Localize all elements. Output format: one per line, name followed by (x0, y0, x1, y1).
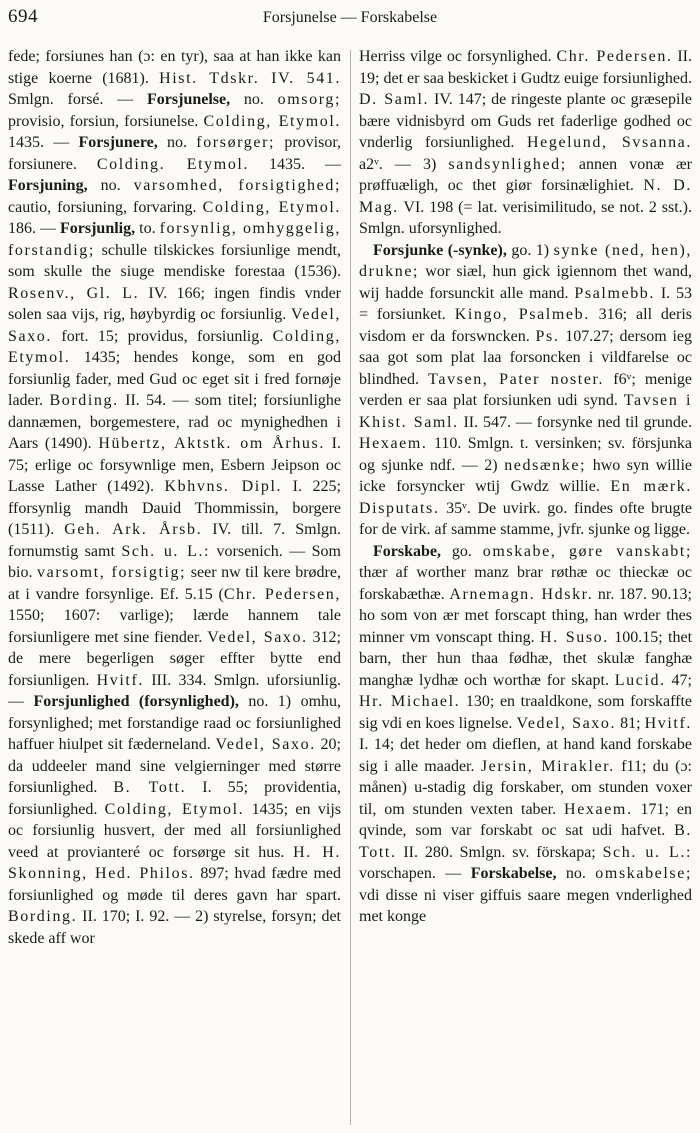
spaced-text: Sch. u. L.: (602, 843, 692, 861)
headword: Forsjunlighed (forsynlighed), (33, 693, 239, 710)
spaced-text: Colding, Etymol. (203, 112, 341, 130)
spaced-text: Bording. (49, 392, 119, 409)
spaced-text: En mærk. Disputats. (359, 478, 692, 517)
spaced-text: omskabelse; (595, 865, 692, 882)
headword: Forsjunlig, (60, 220, 136, 237)
spaced-text: Colding, Etymol. (202, 198, 341, 216)
entry-text: go. 1) (506, 241, 554, 259)
spaced-text: Colding, Etymol. (8, 327, 341, 366)
entry-text: no. (230, 91, 278, 108)
entry-text: no. (556, 865, 596, 882)
spaced-text: Colding. Etymol. (96, 155, 250, 173)
entry-text: to. (135, 220, 160, 237)
spaced-text: Bording. (8, 908, 78, 925)
spaced-text: forsynlig, omhyggelig, forstandig; (8, 220, 341, 259)
entry-text: I. 75; erlige oc forsywnlige men, Esbern Jeipson oc Lasse Lather (1492). (8, 435, 341, 495)
spaced-text: Vedel, Saxo. (207, 628, 308, 646)
entry-text: 107.27; dersom ieg saa got som plat laa forsoncken i vildfarelse oc blindhed. (359, 327, 692, 388)
spaced-text: B. Tott. (113, 779, 187, 796)
entry-text: I. 55; providentia, forsiunlighed. (8, 779, 341, 818)
entry-text: 20; da uddeeler mand sine velgierninger med større forsiunlighed. (8, 736, 341, 796)
entry-text: 1435; hendes konge, som en god forsiunlig fader, med Gud oc eget sit i fred fornøje lader. (8, 349, 341, 409)
dictionary-entry (359, 46, 692, 240)
entry-text: annen vonæ ær prøffuæligh, oc thet giør forsinælighiet. (359, 155, 692, 194)
spaced-text: Arnemagn. Hdskr. (449, 585, 594, 603)
spaced-text: Hegelund, Svsanna. (526, 134, 692, 151)
spaced-text: Rosenv., Gl. L. (8, 284, 140, 302)
entry-text: f11; du (ɔ: månen) u-stadig dig forskaber, om stunden voxer til, om stunden vexten taber. (359, 757, 692, 818)
spaced-text: Ps. (535, 327, 560, 345)
entry-text: 100.15; thet barn, ther hun thaa fødhæ, thet skulæ fanghæ manghæ lydhæ och worthæ for skapt. (359, 628, 692, 689)
spaced-text: varsomt, forsigtig; (37, 564, 187, 581)
spaced-text: Hvitf. (96, 671, 144, 689)
spaced-text: nedsænke; (504, 456, 587, 474)
entry-text: 110. Smlgn. t. versinken; sv. försjunka og sjunke ndf. — 2) (359, 435, 692, 474)
entry-text: fort. 15; providus, forsiunlig. (52, 327, 273, 345)
entry-text: fede; forsiunes han (ɔ: en tyr), saa at han ikke kan stige koerne (1681). (8, 48, 341, 87)
right-column (359, 46, 692, 1128)
entry-text: II. 54. — som titel; forsiunlighe dannæmen, borgemestere, rad oc mynighedhen i Aars (1490). (8, 392, 341, 452)
running-title: Forsjunelse — Forskabelse (262, 9, 438, 26)
page-header (8, 6, 692, 32)
spaced-text: Hvitf. (644, 714, 692, 732)
entry-text: 897; hvad fædre med forsiunlighed og møde til deres gavn har spart. (8, 865, 341, 904)
entry-text: II. 19; det er saa beskicket i Gudtz euige forsiunlighed. (359, 48, 692, 87)
spaced-text: forsørger; (196, 134, 276, 151)
entry-text: II. 547. — forsynke ned til grunde. (458, 413, 692, 431)
spaced-text: Hübertz, Aktstk. om Århus. (98, 435, 325, 452)
spaced-text: Tavsen i Khist. Saml. (359, 392, 692, 431)
spaced-text: Hr. Michael. (359, 693, 461, 710)
entry-text: VI. 198 (= lat. verisimilitudo, se not. 2 sst.). Smlgn. uforsynlighed. (359, 198, 692, 237)
dictionary-entry (8, 46, 341, 949)
dictionary-entry (359, 541, 692, 928)
entry-text: Herriss vilge oc forsynlighed. (359, 48, 557, 65)
entry-text: no. (87, 177, 134, 194)
headword: Forskabelse, (470, 865, 557, 882)
spaced-text: Hexaem. (359, 435, 428, 452)
text-columns (8, 46, 692, 1128)
spaced-text: omsorg; (277, 91, 341, 108)
entry-text: vorschapen. — (359, 865, 471, 882)
entry-text: nr. 187. 90.13; ho som von ær met forscapt thing, han wrder thes minner vm vonscapt thing. (359, 585, 692, 646)
entry-text: 35ᵛ. De uvirk. go. findes ofte brugte for de virk. af samme stamme, jvfr. sjunke og ligge. (359, 499, 692, 538)
entry-text: 81; (616, 714, 645, 732)
entry-text: II. 280. Smlgn. sv. förskapa; (396, 843, 603, 861)
entry-text: vorsenich. — Som bio. (8, 542, 341, 581)
headword: Forsjunelse, (147, 91, 231, 108)
spaced-text: Chr. Pedersen. (556, 48, 673, 65)
spaced-text: H. H. Skonning, Hed. Philos. (8, 843, 341, 882)
entry-text: 1435. — (249, 155, 341, 173)
entry-text: schulle tilskickes forsiunlige mendt, som skulle the siuge mendiske forestaa (1536). (8, 241, 341, 280)
entry-text: seer nw til kere brødre, at i vandre forsynlige. Ef. 5.15 ( (8, 564, 341, 603)
spaced-text: omskabe, gøre vanskabt; (482, 542, 692, 560)
entry-text: I. 14; det heder om dieflen, at hand kand forskabe sig i alle maader. (359, 736, 692, 775)
entry-text: no. (157, 134, 197, 151)
entry-text: cautio, forsiuning, forvaring. (8, 198, 203, 216)
spaced-text: Kbhvns. Dipl. (164, 478, 283, 495)
entry-text: II. 170; I. 92. — 2) styrelse, forsyn; det skede aff wor (8, 908, 341, 947)
entry-text: 1435. — (8, 134, 79, 151)
headword: Forsjuning, (8, 177, 88, 194)
entry-text: hwo syn willie icke forsyncker wtij Gwdz willie. (359, 456, 692, 495)
spaced-text: Sch. u. L.: (121, 542, 211, 560)
entry-text: 312; de mere begerligen søger effter bytte end forsiunligen. (8, 628, 341, 689)
entry-text: provisio, forsiun, forsiunelse. (8, 112, 204, 130)
spaced-text: Vedel, Saxo. (516, 714, 617, 732)
entry-text: III. 334. Smlgn. uforsiunlig. — (8, 671, 341, 710)
spaced-text: varsomhed, forsigtighed; (133, 177, 341, 194)
spaced-text: Colding, Etymol. (104, 800, 245, 818)
spaced-text: H. Suso. (540, 628, 609, 646)
spaced-text: Vedel, Saxo. (215, 736, 316, 753)
entry-text: provisor, forsiunere. (8, 134, 341, 173)
entry-text: 47; (665, 671, 692, 689)
spaced-text: Lucid. (614, 671, 666, 689)
entry-text: 186. — (8, 220, 60, 237)
entry-text: IV. till. 7. Smlgn. fornumstig samt (8, 521, 341, 560)
entry-text: 1550; 1607: varlige); lærde hannem tale forsiunligere met sine fiender. (8, 607, 341, 646)
left-column (8, 46, 341, 1128)
headword: Forsjunere, (78, 134, 158, 151)
headword: Forskabe, (373, 542, 441, 560)
entry-text: thær af worther manz brar røthæ oc thieckæ oc forskabæthæ. (359, 564, 692, 603)
entry-text: 130; en traaldkone, som forskaffte sig vdi en koes lignelse. (359, 693, 692, 732)
entry-text: no. 1) omhu, forsynlighed; met forstandige raad oc forsiunlighed haffuer hiulpet sit fæderneland. (8, 693, 341, 753)
entry-text: a2ᵛ. — 3) (359, 155, 449, 173)
entry-text: IV. 166; ingen findis vnder solen saa vijs, rig, høybyrdig oc forsiunlig. (8, 284, 341, 323)
entry-text: 171; en qvinde, som var forskabt oc sat udi hafvet. (359, 800, 692, 839)
spaced-text: Chr. Pedersen, (223, 585, 341, 603)
spaced-text: Psalmebb. (574, 284, 655, 302)
spaced-text: Vedel, Saxo. (8, 306, 341, 345)
dictionary-entry (359, 240, 692, 541)
spaced-text: Kingo, Psalmeb. (454, 306, 590, 323)
entry-text: Smlgn. forsé. — (8, 91, 148, 108)
column-divider (350, 50, 351, 1125)
spaced-text: N. D. Mag. (359, 177, 692, 216)
spaced-text: synke (ned, hen), drukne; (359, 241, 692, 280)
entry-text: 1435; en vijs oc forsiunlig husvert, der med all forsiunlighed veed at provianteré oc forsørge sit hus. (8, 800, 341, 861)
entry-text: I. 53 = forsiunket. (359, 284, 692, 323)
spaced-text: Jersin, Mirakler. (480, 757, 615, 775)
spaced-text: D. Saml. (359, 91, 430, 108)
headword: Forsjunke (-synke), (373, 241, 507, 259)
entry-text: 316; all deris visdom er da forswncken. (359, 306, 692, 345)
entry-text: wor siæl, hun gick igiennom thet wand, wij hadde forsunckit alle mand. (359, 263, 692, 302)
entry-text: IV. 147; de ringeste plante oc græsepile bære vidnisbyrd om Guds ret faderlige godhed oc vnderlig forsiunlighed. (359, 91, 692, 151)
spaced-text: B. Tott. (359, 822, 692, 861)
spaced-text: Hist. Tdskr. IV. 541. (159, 69, 341, 87)
entry-text: f6ᵛ; menige verden er saa plat forsiunken udi synd. (359, 370, 692, 409)
spaced-text: Hexaem. (564, 800, 633, 818)
entry-text: go. (441, 542, 483, 560)
spaced-text: Tavsen, Pater noster. (428, 370, 605, 388)
spaced-text: Geh. Ark. Årsb. (64, 521, 203, 538)
page-number: 694 (8, 6, 38, 27)
entry-text: I. 225; fforsynlig mandh Dauid Thommissin, borgere (1511). (8, 478, 341, 538)
entry-text: vdi disse ni viser giffuis saare megen vnderlighed met konge (359, 886, 692, 925)
spaced-text: sandsynlighed; (448, 155, 567, 173)
